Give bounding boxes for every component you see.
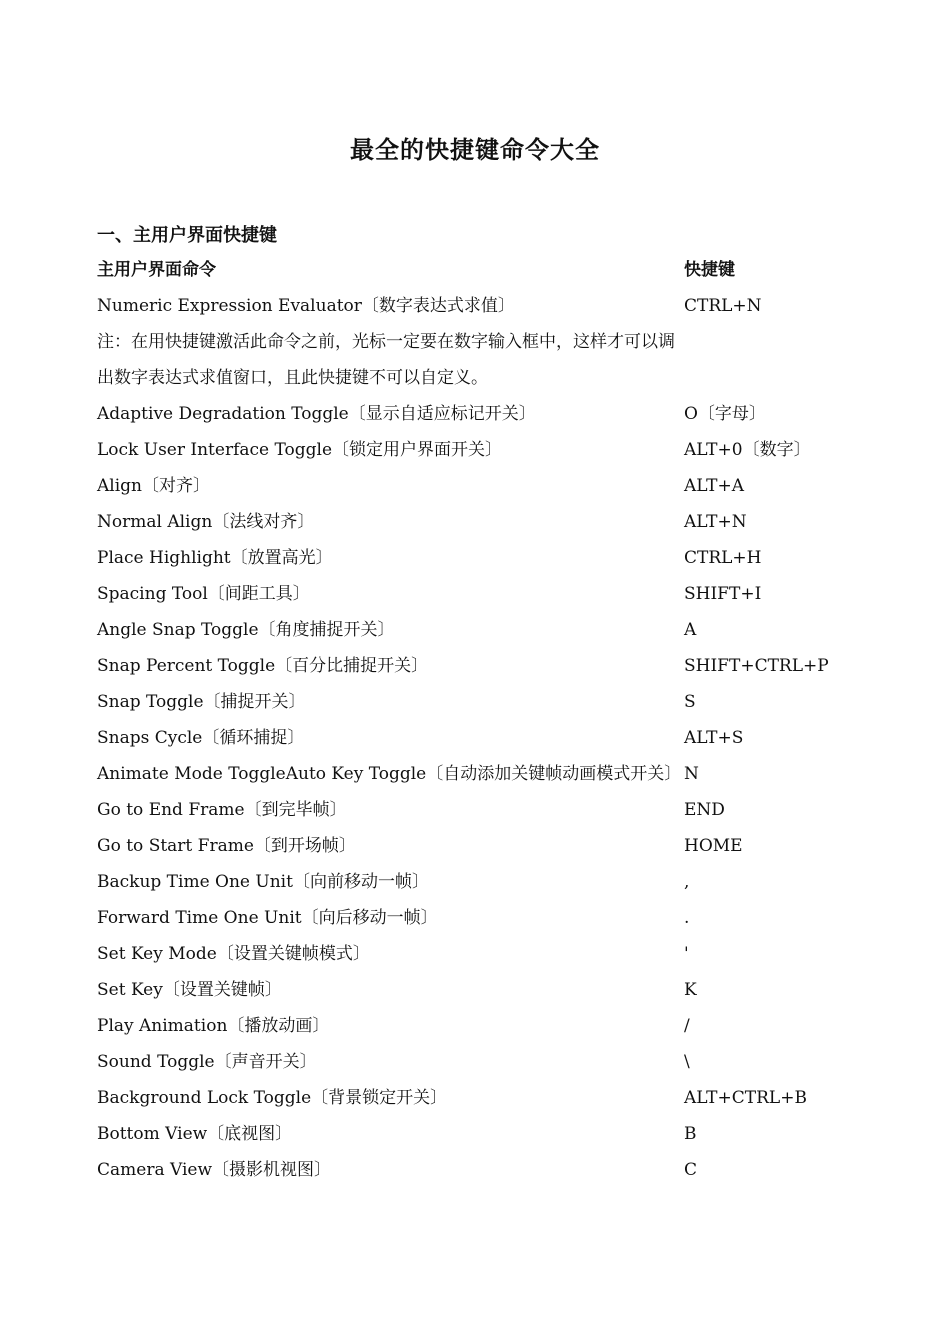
command-cell: Set Key〔设置关键帧〕 xyxy=(97,980,282,1000)
note-row xyxy=(97,324,857,396)
command-cell: Set Key Mode〔设置关键帧模式〕 xyxy=(97,944,370,964)
header-command: 主用户界面命令 xyxy=(97,260,216,280)
command-cell: Play Animation〔播放动画〕 xyxy=(97,1016,330,1036)
command-cell: Spacing Tool〔间距工具〕 xyxy=(97,584,310,604)
shortcut-cell: SHIFT+CTRL+P xyxy=(684,656,829,676)
shortcut-cell: ALT+N xyxy=(684,512,747,532)
shortcut-cell: ALT+S xyxy=(684,728,744,748)
command-cell: Sound Toggle〔声音开关〕 xyxy=(97,1052,317,1072)
table-row xyxy=(97,504,857,540)
shortcut-cell: B xyxy=(684,1124,697,1144)
command-cell: Snaps Cycle〔循环捕捉〕 xyxy=(97,728,305,748)
table-row xyxy=(97,936,857,972)
table-row xyxy=(97,648,857,684)
command-cell: Backup Time One Unit〔向前移动一帧〕 xyxy=(97,872,429,892)
table-row xyxy=(97,396,857,432)
table-row xyxy=(97,1152,857,1188)
command-cell: Align〔对齐〕 xyxy=(97,476,210,496)
header-shortcut: 快捷键 xyxy=(684,260,735,280)
command-cell: Numeric Expression Evaluator〔数字表达式求值〕 xyxy=(97,296,515,316)
shortcut-cell: SHIFT+I xyxy=(684,584,762,604)
table-row xyxy=(97,864,857,900)
shortcut-cell: , xyxy=(684,872,690,892)
command-cell: Animate Mode ToggleAuto Key Toggle〔自动添加关键帧动画模式开关〕 xyxy=(97,764,682,784)
shortcut-cell: CTRL+N xyxy=(684,296,762,316)
table-row xyxy=(97,972,857,1008)
note-text: 注：在用快捷键激活此命令之前，光标一定要在数字输入框中，这样才可以调出数字表达式求值窗口，且此快捷键不可以自定义。 xyxy=(97,332,675,388)
shortcut-cell: ALT+CTRL+B xyxy=(684,1088,807,1108)
command-cell: Bottom View〔底视图〕 xyxy=(97,1124,293,1144)
table-row xyxy=(97,684,857,720)
shortcut-cell: END xyxy=(684,800,725,820)
command-cell: Go to End Frame〔到完毕帧〕 xyxy=(97,800,347,820)
table-row xyxy=(97,576,857,612)
shortcut-cell: CTRL+H xyxy=(684,548,762,568)
command-cell: Go to Start Frame〔到开场帧〕 xyxy=(97,836,356,856)
shortcut-cell: ' xyxy=(684,944,689,964)
shortcut-cell: O〔字母〕 xyxy=(684,404,766,424)
document-title: 最全的快捷键命令大全 xyxy=(350,135,600,164)
table-row xyxy=(97,1008,857,1044)
table-row xyxy=(97,1044,857,1080)
command-cell: Adaptive Degradation Toggle〔显示自适应标记开关〕 xyxy=(97,404,536,424)
table-row xyxy=(97,1116,857,1152)
command-cell: Background Lock Toggle〔背景锁定开关〕 xyxy=(97,1088,448,1108)
shortcut-cell: S xyxy=(684,692,696,712)
shortcut-cell: \ xyxy=(684,1052,690,1072)
command-cell: Camera View〔摄影机视图〕 xyxy=(97,1160,332,1180)
table-row xyxy=(97,540,857,576)
shortcut-cell: ALT+A xyxy=(684,476,745,496)
shortcut-cell: N xyxy=(684,764,699,784)
table-row xyxy=(97,756,857,792)
command-cell: Place Highlight〔放置高光〕 xyxy=(97,548,333,568)
table-row xyxy=(97,288,857,324)
table-row xyxy=(97,612,857,648)
command-cell: Normal Align〔法线对齐〕 xyxy=(97,512,315,532)
shortcut-table xyxy=(97,252,857,1188)
shortcut-cell: C xyxy=(684,1160,698,1180)
shortcut-cell: ALT+0〔数字〕 xyxy=(684,440,811,460)
table-row xyxy=(97,1080,857,1116)
command-cell: Snap Percent Toggle〔百分比捕捉开关〕 xyxy=(97,656,429,676)
shortcut-cell: K xyxy=(684,980,697,1000)
table-row xyxy=(97,720,857,756)
command-cell: Angle Snap Toggle〔角度捕捉开关〕 xyxy=(97,620,395,640)
command-cell: Snap Toggle〔捕捉开关〕 xyxy=(97,692,306,712)
shortcut-cell: . xyxy=(684,908,690,928)
shortcut-cell xyxy=(677,324,857,396)
shortcut-cell: / xyxy=(684,1016,690,1036)
table-row xyxy=(97,828,857,864)
section-heading: 一、主用户界面快捷键 xyxy=(97,225,277,246)
table-header-row xyxy=(97,252,857,288)
shortcut-cell: HOME xyxy=(684,836,743,856)
table-row xyxy=(97,792,857,828)
table-row xyxy=(97,432,857,468)
table-row xyxy=(97,900,857,936)
shortcut-cell: A xyxy=(684,620,697,640)
command-cell: Forward Time One Unit〔向后移动一帧〕 xyxy=(97,908,438,928)
command-cell: Lock User Interface Toggle〔锁定用户界面开关〕 xyxy=(97,440,503,460)
table-row xyxy=(97,468,857,504)
